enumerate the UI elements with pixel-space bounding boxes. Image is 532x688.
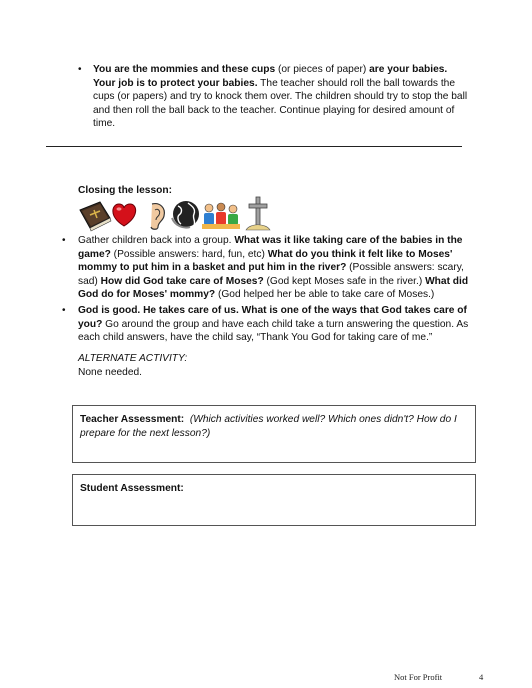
alternate-activity (78, 352, 187, 379)
bullet-1-text-5: (God helped her be able to take care of Moses.) (215, 289, 435, 301)
student-assessment-content (80, 482, 467, 496)
horizontal-divider (46, 146, 462, 147)
teacher-assessment-label: Teacher Assessment: (80, 414, 185, 425)
student-assessment-label: Student Assessment: (80, 483, 184, 494)
heart-icon (113, 204, 136, 226)
alternate-activity-label: ALTERNATE ACTIVITY: (78, 353, 188, 364)
top-bullet-text-1: (or pieces of paper) (275, 64, 370, 75)
bible-icon (80, 202, 111, 231)
teacher-assessment-prompt: (Which activities worked well? Which ones didn't? How do I prepare for the next lesson?) (80, 414, 457, 439)
bullet-marker: • (62, 235, 66, 246)
bullet-1-question-1: What was it like taking care of the babies in the game? (78, 235, 463, 260)
bullet-1-text-4: (God kept Moses safe in the river.) (263, 275, 426, 287)
teacher-assessment-box[interactable] (72, 405, 476, 463)
bullet-1-text-1: Gather children back into a group. (78, 235, 235, 246)
closing-icons (78, 196, 278, 232)
top-bullet-bold-1: You are the mommies and these cups (93, 64, 276, 75)
bullet-marker: • (62, 305, 66, 316)
bullet-1-question-3: How did God take care of Moses? (100, 275, 264, 287)
bullet-1-text-3: (Possible answers: scary, sad) (78, 262, 464, 287)
student-assessment-box[interactable] (72, 474, 476, 526)
globe-hands-icon (172, 201, 199, 228)
bullet-marker: • (78, 64, 82, 75)
top-bullet-text-2: The teacher should roll the ball towards the cups (or papers) and try to knock them over. The children should try to stop the ball and then roll the ball back to the teacher. Continue playing for desired amount of time. (93, 77, 468, 130)
top-bullet-bold-2: are your babies. Your job is to protect your babies. (93, 64, 448, 89)
closing-heading-text: Closing the lesson: (78, 185, 172, 196)
page-number: 4 (479, 672, 484, 682)
ear-icon (151, 204, 164, 230)
bullet-1-question-4: What did God do for Moses' mommy? (78, 275, 469, 301)
top-bullet-paragraph (93, 63, 471, 131)
bullet-2-question: God is good. He takes care of us. What is one of the ways that God takes care of you? (78, 305, 467, 330)
footer-note: Not For Profit (394, 672, 443, 682)
alternate-activity-value: None needed. (78, 366, 143, 378)
bullet-1-question-2: What do you think it felt like to Moses' mommy to put him in a basket and put him in the river? (78, 248, 453, 274)
bullet-1-text-2: (Possible answers: hard, fun, etc) (110, 248, 268, 260)
closing-bullet-2 (78, 304, 475, 345)
children-icon (202, 203, 240, 229)
bullet-2-text: Go around the group and have each child take a turn answering the question. As each child answers, have the child say, “Thank You God for taking care of me.” (78, 318, 469, 344)
cross-icon (246, 197, 270, 230)
closing-bullet-1 (78, 234, 473, 302)
teacher-assessment-content (80, 413, 467, 440)
